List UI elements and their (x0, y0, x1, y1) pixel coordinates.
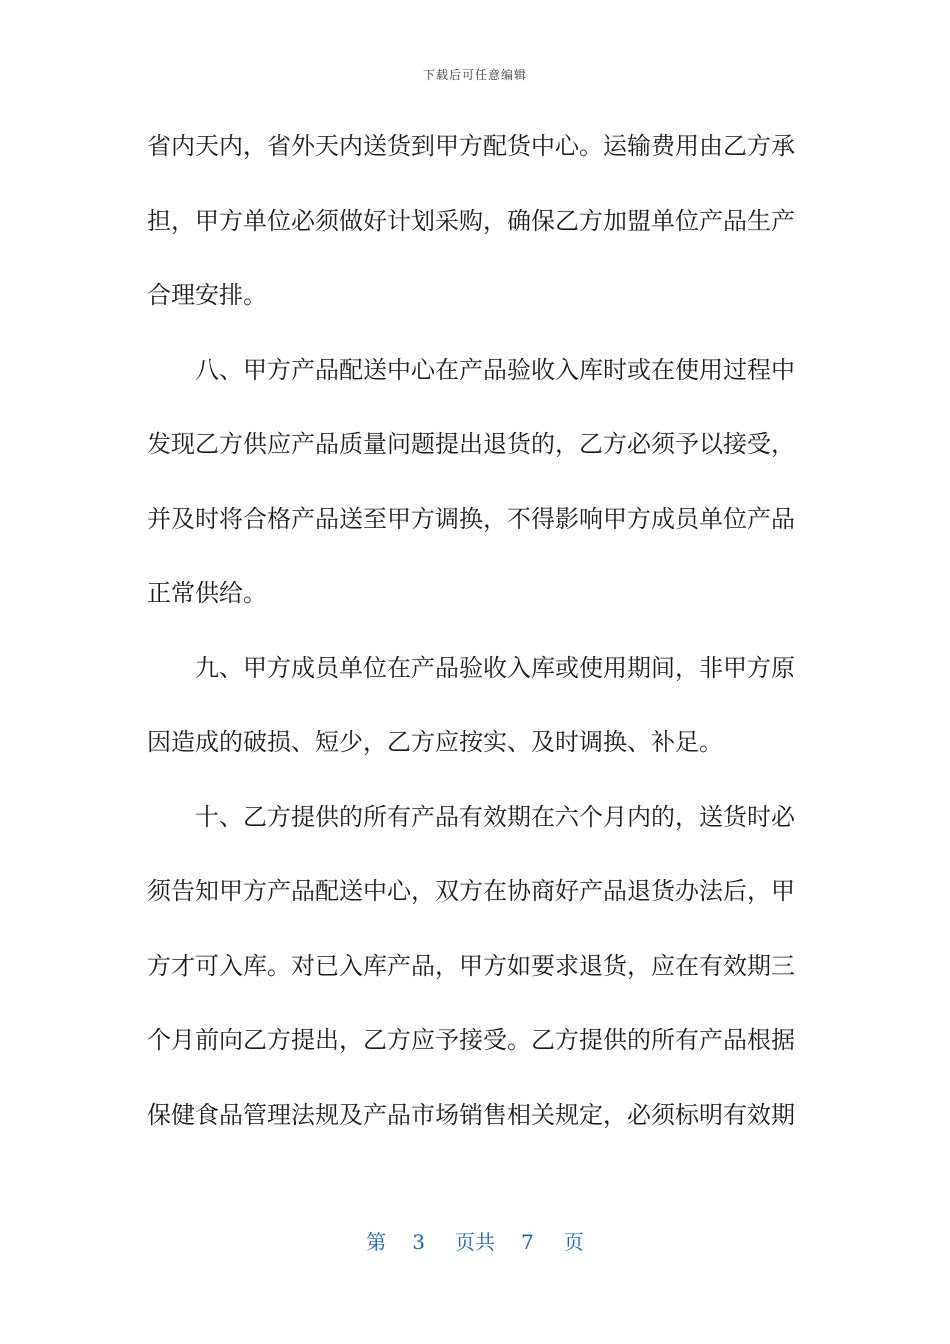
footer-prefix: 第 (366, 1230, 387, 1254)
body-line: 八、甲方产品配送中心在产品验收入库时或在使用过程中 (195, 355, 795, 384)
body-line: 因造成的破损、短少，乙方应按实、及时调换、补足。 (147, 728, 723, 756)
page-footer (0, 1226, 950, 1255)
footer-middle: 页共 (455, 1230, 495, 1254)
body-line: 正常供给。 (147, 579, 267, 607)
body-line: 合理安排。 (147, 281, 267, 309)
body-line: 九、甲方成员单位在产品验收入库或使用期间，非甲方原 (195, 653, 795, 682)
body-line: 个月前向乙方提出，乙方应予接受。乙方提供的所有产品根据 (147, 1026, 795, 1054)
body-line: 担，甲方单位必须做好计划采购，确保乙方加盟单位产品生产 (147, 206, 795, 235)
footer-suffix: 页 (563, 1230, 584, 1254)
body-line: 并及时将合格产品送至甲方调换，不得影响甲方成员单位产品 (147, 504, 795, 533)
body-line: 十、乙方提供的所有产品有效期在六个月内的，送货时必 (195, 802, 795, 831)
body-line: 发现乙方供应产品质量问题提出退货的，乙方必须予以接受， (147, 430, 795, 458)
footer-total-pages: 7 (521, 1230, 534, 1254)
body-line: 保健食品管理法规及产品市场销售相关规定，必须标明有效期 (147, 1100, 795, 1129)
document-body (147, 118, 795, 1161)
footer-current-page: 3 (412, 1230, 425, 1254)
body-line: 方才可入库。对已入库产品，甲方如要求退货，应在有效期三 (147, 951, 795, 980)
body-line: 省内天内，省外天内送货到甲方配货中心。运输费用由乙方承 (147, 132, 795, 160)
page-header: 下载后可任意编辑 (422, 68, 527, 82)
body-line: 须告知甲方产品配送中心，双方在协商好产品退货办法后，甲 (147, 877, 795, 905)
